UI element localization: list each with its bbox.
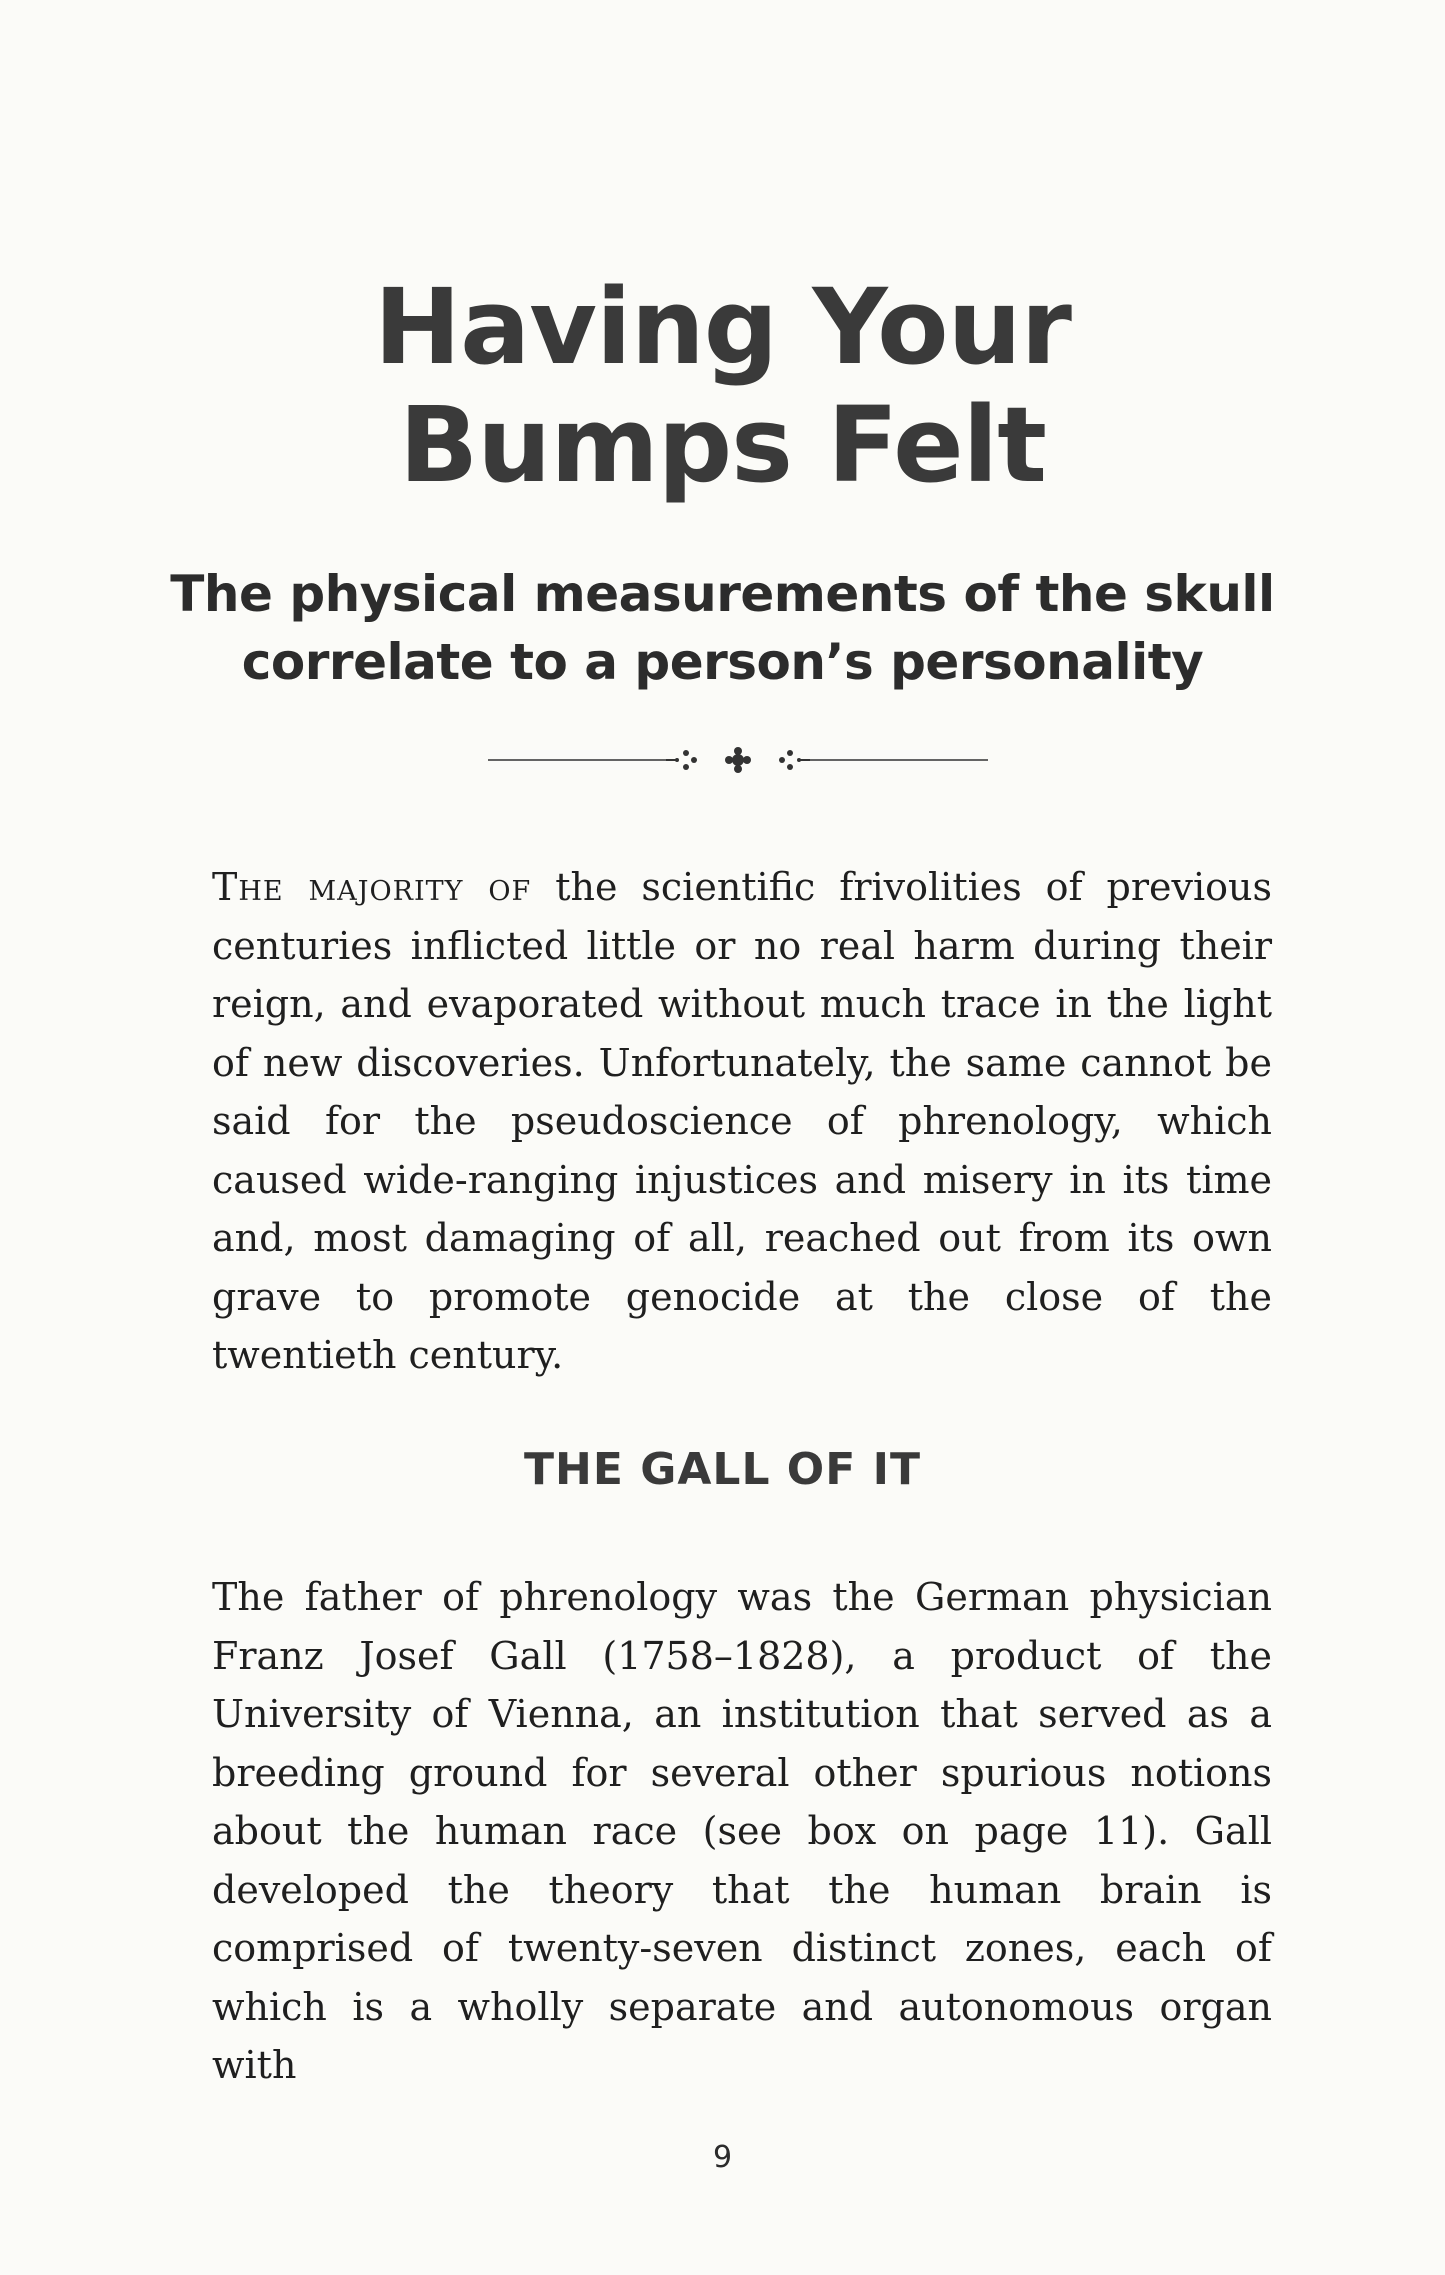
intro-paragraph [212, 858, 1272, 1385]
section-paragraph: The father of phrenology was the German physician Franz Josef Gall (1758–1828), a product of the University of Vienna, an institution that served as a breeding ground for several other spurious notions about the human race (see box on page 11). Gall developed the theory that the human brain is comprised of twenty-seven distinct zones, each of which is a wholly separate and autonomous organ with [212, 1575, 1272, 2087]
chapter-subtitle [0, 560, 1445, 696]
chapter-title-line-2: Bumps Felt [399, 384, 1046, 506]
intro-paragraph-text: the scientific frivolities of previous centuries inflicted little or no real harm during their reign, and evaporated without much trace in the light of new discoveries. Unfortunately, the same cannot be said for the pseudoscience of phrenology, which caused wide-ranging injustices and misery in its time and, most damaging of all, reached out from its own grave to promote genocide at the close of the twentieth century. [212, 865, 1272, 1377]
fleuron-divider-icon [488, 740, 988, 780]
chapter-title [0, 268, 1445, 504]
page-number: 9 [712, 2140, 733, 2175]
intro-lead-in: The majority of [212, 865, 532, 909]
section-heading: THE GALL OF IT [524, 1444, 921, 1495]
chapter-subtitle-line-1: The physical measurements of the skull [170, 565, 1275, 623]
chapter-subtitle-line-2: correlate to a person’s personality [241, 633, 1204, 691]
chapter-title-line-1: Having Your [374, 266, 1071, 388]
